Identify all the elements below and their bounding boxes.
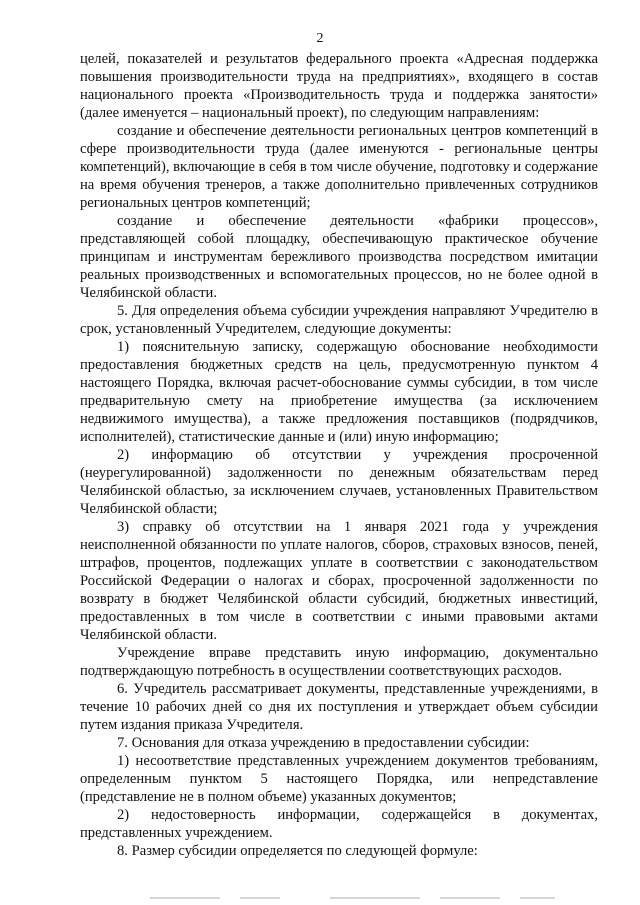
document-body bbox=[80, 50, 598, 860]
paragraph: 8. Размер субсидии определяется по следующей формуле: bbox=[117, 843, 478, 859]
paragraph: 2) информацию об отсутствии у учреждения просроченной (неурегулированной) задолженности по денежным обязательствам перед Челябинской областью, за исключением случаев, установленных Правительством Челябинской области; bbox=[80, 447, 598, 517]
paragraph: 2) недостоверность информации, содержащейся в документах, представленных учреждением. bbox=[80, 807, 598, 841]
paragraph: целей, показателей и результатов федерального проекта «Адресная поддержка повышения производительности труда на предприятиях», входящего в состав национального проекта «Производительность труда и поддержка занятости» (далее именуется – национальный проект), по следующим направлениям: bbox=[80, 51, 598, 121]
paragraph: 3) справку об отсутствии на 1 января 2021 года у учреждения неисполненной обязанности по уплате налогов, сборов, страховых взносов, пеней, штрафов, процентов, подлежащих уплате в соответствии с законодательством Российской Федерации о налогах и сборах, просроченной задолженности по возврату в бюджет Челябинской области субсидий, бюджетных инвестиций, предоставленных в том числе в соответствии с иными правовыми актами Челябинской области. bbox=[80, 519, 598, 643]
paragraph: создание и обеспечение деятельности «фабрики процессов», представляющей собой площадку, обеспечивающую практическое обучение принципам и инструментам бережливого производства посредством имитации реальных производственных и вспомогательных процессов, но не более одной в Челябинской области. bbox=[80, 213, 598, 301]
paragraph: 7. Основания для отказа учреждению в предоставлении субсидии: bbox=[117, 735, 530, 751]
paragraph: 5. Для определения объема субсидии учреждения направляют Учредителю в срок, установленный Учредителем, следующие документы: bbox=[80, 303, 598, 337]
paragraph: создание и обеспечение деятельности региональных центров компетенций в сфере производительности труда (далее именуются - региональные центры компетенций), включающие в себя в том числе обучение, подготовку и содержание на время обучения тренеров, а также дополнительно привлеченных сотрудников региональных центров компетенций; bbox=[80, 123, 598, 211]
page-number: 2 bbox=[316, 31, 324, 46]
paragraph: Учреждение вправе представить иную информацию, документально подтверждающую потребность в осуществлении соответствующих расходов. bbox=[80, 645, 598, 679]
paragraph: 1) несоответствие представленных учреждением документов требованиям, определенным пунктом 5 настоящего Порядка, или непредставление (представление не в полном объеме) указанных документов; bbox=[80, 753, 598, 805]
paragraph: 6. Учредитель рассматривает документы, представленные учреждениями, в течение 10 рабочих дней со дня их поступления и утверждает объем субсидии путем издания приказа Учредителя. bbox=[80, 681, 598, 733]
paragraph: 1) пояснительную записку, содержащую обоснование необходимости предоставления бюджетных средств на цель, предусмотренную пунктом 4 настоящего Порядка, включая расчет-обоснование суммы субсидии, в том числе предварительную смету на приобретение имущества (за исключением недвижимого имущества), а также предложения поставщиков (подрядчиков, исполнителей), статистические данные и (или) иную информацию; bbox=[80, 339, 598, 445]
scan-artifact-marks bbox=[0, 893, 640, 905]
